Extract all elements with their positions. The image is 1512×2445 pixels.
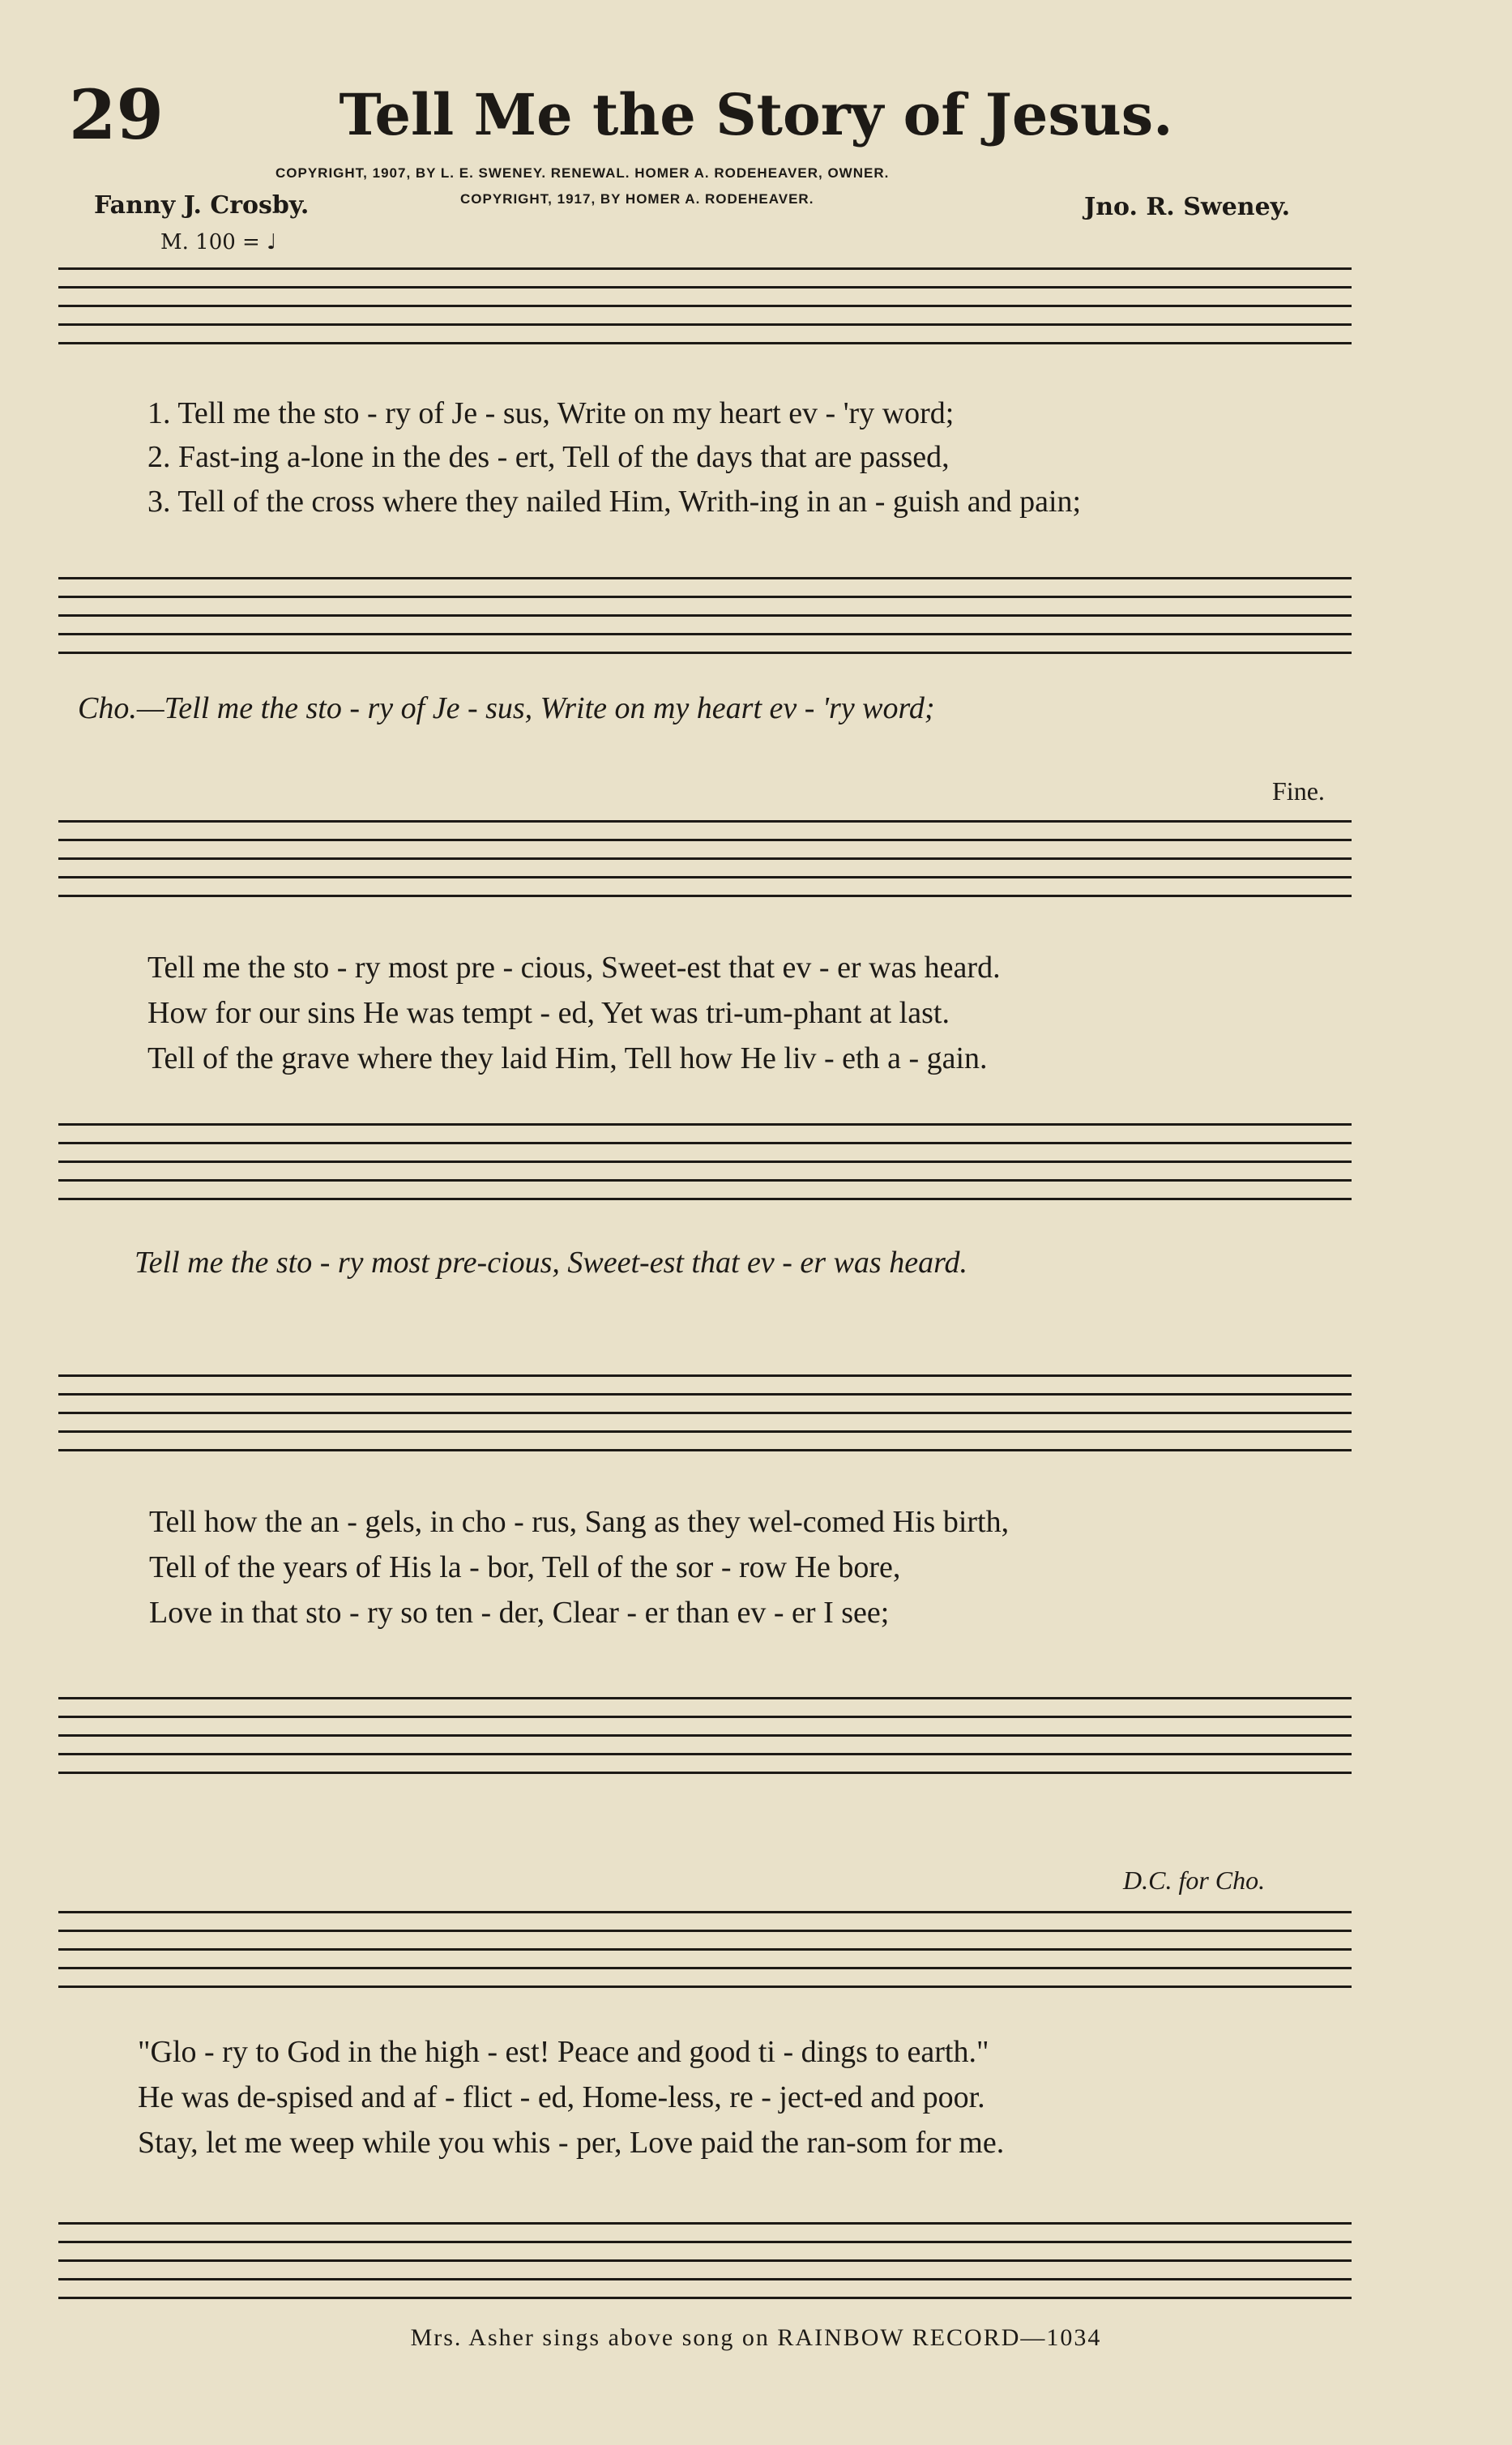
verse-2-line-1: 2. Fast-ing a-lone in the des - ert, Tell of the days that are passed, <box>147 440 950 474</box>
hymn-title: Tell Me the Story of Jesus. <box>339 81 1173 148</box>
treble-staff-1 <box>58 267 1352 344</box>
bass-staff-4 <box>58 2222 1352 2299</box>
verse-3-line-4: Stay, let me weep while you whis - per, Love paid the ran-som for me. <box>138 2126 1005 2160</box>
verse-1-line-3: Tell how the an - gels, in cho - rus, Sang as they wel-comed His birth, <box>149 1505 1010 1539</box>
bass-staff-2 <box>58 1123 1352 1200</box>
treble-staff-3 <box>58 1374 1352 1451</box>
chorus-line-2: Tell me the sto - ry most pre-cious, Sweet-est that ev - er was heard. <box>135 1246 967 1280</box>
verse-3-line-2: Tell of the grave where they laid Him, Tell how He liv - eth a - gain. <box>147 1041 988 1075</box>
bass-staff-1 <box>58 577 1352 654</box>
verse-1-line-2: Tell me the sto - ry most pre - cious, Sweet-est that ev - er was heard. <box>147 951 1001 985</box>
composer: Jno. R. Sweney. <box>1084 193 1291 221</box>
verse-2-line-4: He was de-spised and af - flict - ed, Home-less, re - ject-ed and poor. <box>138 2080 985 2114</box>
record-note: Mrs. Asher sings above song on RAINBOW RECORD—1034 <box>410 2324 1102 2351</box>
verse-1-line-1: 1. Tell me the sto - ry of Je - sus, Write on my heart ev - 'ry word; <box>147 396 955 430</box>
verse-1-line-4: "Glo - ry to God in the high - est! Peace and good ti - dings to earth." <box>138 2035 989 2069</box>
verse-2-line-2: How for our sins He was tempt - ed, Yet was tri-um-phant at last. <box>147 996 950 1030</box>
fine-marking: Fine. <box>1272 776 1325 806</box>
verse-2-line-3: Tell of the years of His la - bor, Tell of the sor - row He bore, <box>149 1550 901 1584</box>
tempo-marking: M. 100 = ♩ <box>160 230 277 254</box>
copyright-line-2: COPYRIGHT, 1917, BY HOMER A. RODEHEAVER. <box>460 191 814 207</box>
dc-marking: D.C. for Cho. <box>1123 1866 1266 1895</box>
treble-staff-4 <box>58 1911 1352 1988</box>
verse-3-line-1: 3. Tell of the cross where they nailed Him, Writh-ing in an - guish and pain; <box>147 485 1082 519</box>
chorus-line-1: Cho.—Tell me the sto - ry of Je - sus, Write on my heart ev - 'ry word; <box>78 691 935 725</box>
hymn-number: 29 <box>69 75 164 155</box>
bass-staff-3 <box>58 1697 1352 1774</box>
treble-staff-2 <box>58 820 1352 897</box>
verse-3-line-3: Love in that sto - ry so ten - der, Clear - er than ev - er I see; <box>149 1596 890 1630</box>
copyright-line-1: COPYRIGHT, 1907, BY L. E. SWENEY. RENEWAL. HOMER A. RODEHEAVER, OWNER. <box>275 165 890 181</box>
lyricist: Fanny J. Crosby. <box>94 191 310 220</box>
